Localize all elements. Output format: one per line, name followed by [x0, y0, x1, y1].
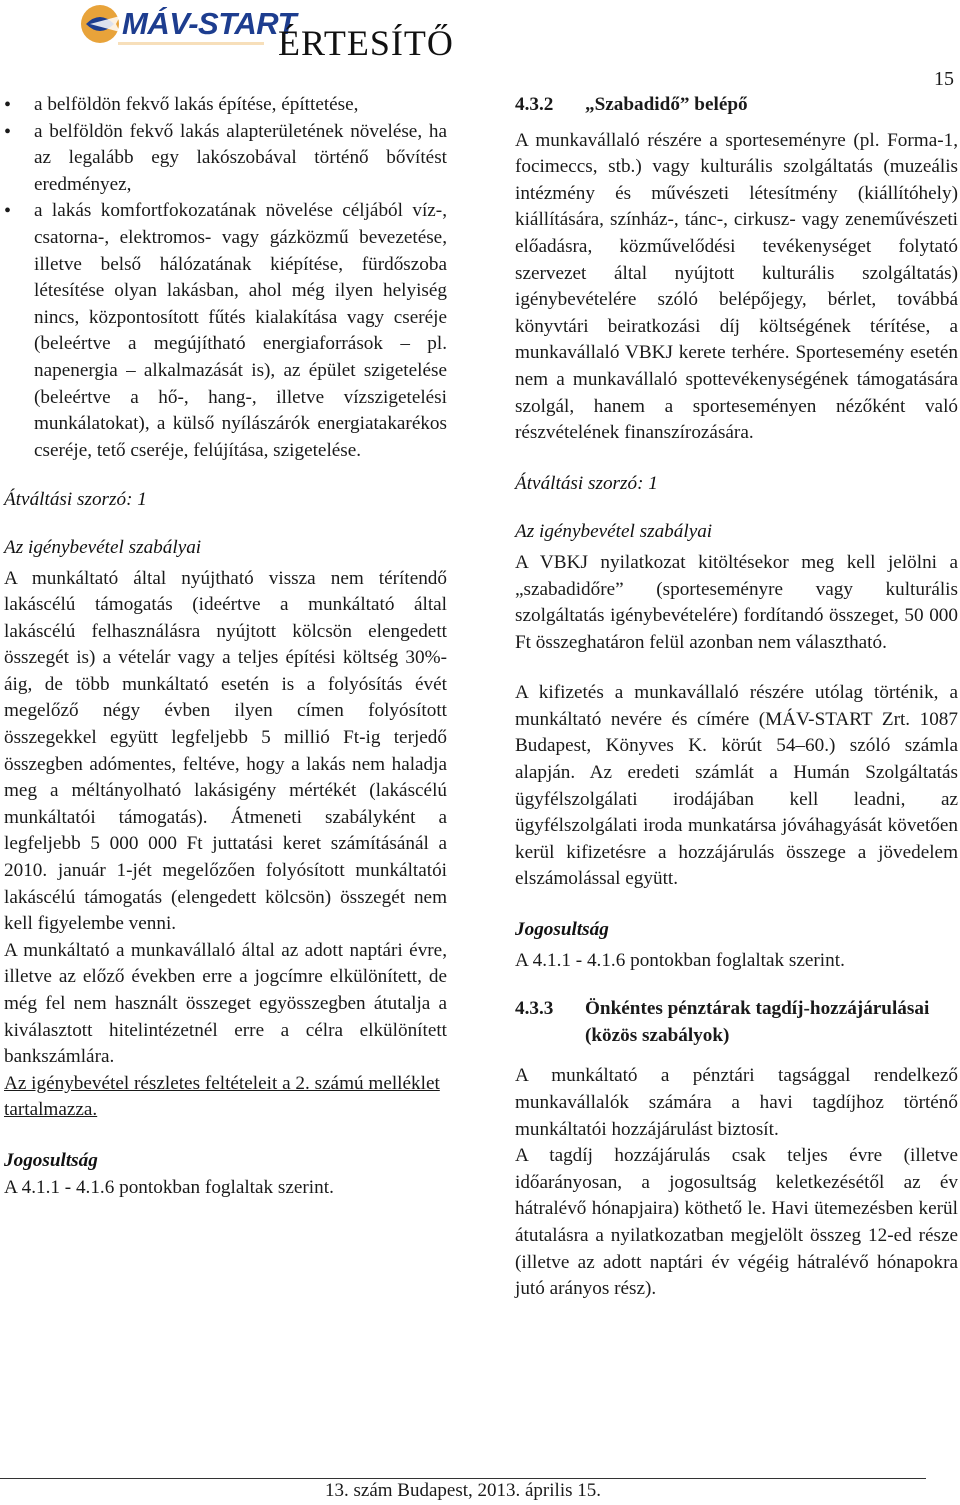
- section-heading: [515, 996, 958, 1049]
- section-heading: [515, 92, 958, 119]
- right-column: [515, 92, 958, 1303]
- paragraph: A kifizetés a munkavállaló részére utólag történik, a munkáltató nevére és címére (MÁV-START Zrt. 1087 Budapest, Könyves K. körút 54–60.) szóló számla alapján. Az eredeti számlát a Humán Szolgáltatás ügyfélszolgálati irodájában kell leadni, az ügyfélszolgálati iroda munkatársa jóváhagyását követően kerül kifizetésre a hozzájárulás összege a jövedelem elszámolással együtt.: [515, 682, 958, 890]
- paragraph: A 4.1.1 - 4.1.6 pontokban foglaltak szerint.: [515, 949, 845, 971]
- usage-rules-heading: Az igénybevétel szabályai: [4, 536, 202, 558]
- paragraph: A tagdíj hozzájárulás csak teljes évre (illetve időarányosan, a jogosultság keletkezésétől az év hátralévő hónapjaira) köthető le. Havi ütemezésben kerül átutalásra a nyilatkozatban megjelölt összeg 12-ed része (illetve az adott naptári év végéig hátralévő hónapokra jutó arányos rész).: [515, 1145, 958, 1300]
- bullet-text: a lakás komfortfokozatának növelése céljából víz-, csatorna-, elektromos- vagy gázközmű bevezetése, illetve belső hálózatának kiépítése, fürdőszoba létesítése olyan lakásban, ahol még ilyen helyiség nincs, központosított fűtés kialakítása vagy cseréje (beleértve a megújítható energiaforrások – pl. napenergia – alkalmazását is), az épület szigetelése (beleértve a hő-, hang-, illetve vízszigetelési munkálatokat), a külső nyílászárók energiatakarékos cseréje, tető cseréje, felújítása, szigetelése.: [34, 200, 447, 461]
- footer-issue-date: 13. szám Budapest, 2013. április 15.: [325, 1480, 601, 1501]
- bullet-text: a belföldön fekvő lakás építése, építtetése,: [34, 94, 359, 115]
- eligibility-heading: Jogosultság: [4, 1149, 98, 1171]
- newsletter-title: ÉRTESÍTŐ: [278, 23, 454, 63]
- list-item: [4, 119, 447, 199]
- eligibility-heading: Jogosultság: [515, 919, 609, 941]
- usage-rules-heading: Az igénybevétel szabályai: [515, 521, 713, 543]
- bullet-icon: •: [4, 200, 12, 223]
- conversion-factor: Átváltási szorzó: 1: [515, 472, 658, 494]
- bullet-icon: •: [4, 120, 12, 143]
- section-number: 4.3.2: [515, 94, 554, 115]
- annex-note: Az igénybevétel részletes feltételeit a 2. számú melléklet tartalmazza.: [4, 1072, 440, 1121]
- footer-divider: [0, 1478, 926, 1479]
- bullet-list: [4, 92, 447, 464]
- paragraph: A VBKJ nyilatkozat kitöltésekor meg kell jelölni a „szabadidőre” (sporteseményre vagy kulturális szolgáltatás igénybevételére) fordítandó összeget, 50 000 Ft összeghatáron felül azonban nem választható.: [515, 551, 958, 653]
- section-title: „Szabadidő” belépő: [585, 94, 748, 115]
- section-number: 4.3.3: [515, 998, 554, 1020]
- section-title: Önkéntes pénztárak tagdíj-hozzájárulásai (közös szabályok): [585, 998, 930, 1046]
- page-number: 15: [934, 68, 954, 90]
- paragraph: A munkáltató a pénztári tagsággal rendelkező munkavállalók számára a havi tagdíjhoz történő munkáltatói hozzájárulást biztosít.: [515, 1065, 958, 1140]
- paragraph: A munkáltató által nyújtható vissza nem térítendő lakáscélú támogatás (ideértve a munkáltató által lakáscélú felhasználásra nyújtott kölcsön elengedett összegét is) a vételár vagy a teljes építési költség 30%-áig, de több munkáltató esetén is a folyósítás évét megelőző négy évben ilyen címen folyósított összegekkel együtt legfeljebb 5 millió Ft-ig terjedő összegben adómentes, feltéve, hogy a lakás nem haladja meg a méltányolható lakásigény mértékét (lakáscélú munkáltatói támogatás). Átmeneti szabályként a legfeljebb 5 000 000 Ft juttatási keret számításánál a 2010. január 1-jét megelőzően folyósított munkáltatói lakáscélú támogatás (elengedett kölcsön) összegét nem kell figyelembe venni.: [4, 567, 447, 935]
- left-column: [4, 92, 447, 1201]
- brand-name: MÁV-START: [122, 6, 297, 41]
- paragraph: A munkáltató a munkavállaló által az adott naptári évre, illetve az előző években erre a jogcímre elkülönített, de még fel nem használt összeget egyösszegben átutalja a kiválasztott hitelintézetnél erre a célra elkülönített bankszámlára.: [4, 939, 447, 1068]
- page-header: [0, 0, 960, 70]
- conversion-factor: Átváltási szorzó: 1: [4, 489, 147, 511]
- paragraph: A munkavállaló részére a sporteseményre (pl. Forma-1, focimeccs, stb.) vagy kulturális szolgáltatás (muzeális intézmény és művészeti létesítmény (kiállítóhely) kiállítására, színház-, tánc-, cirkusz- vagy zeneművészeti előadásra, közművelődési tevékenységet folytató szervezet által nyújtott kulturális szolgáltatás) igénybevételére szóló belépőjegy, bérlet, továbbá könyvtári beiratkozási díj költségének térítése, a munkavállaló VBKJ kerete terhére. Sportesemény esetén nem a munkavállaló spottevékenységének támogatására szolgál, hanem a sporteseményen nézőként való részvételének finanszírozására.: [515, 129, 958, 444]
- bullet-text: a belföldön fekvő lakás alapterületének növelése, ha az legalább egy lakószobával történő bővítést eredményez,: [34, 120, 447, 195]
- paragraph: A 4.1.1 - 4.1.6 pontokban foglaltak szerint.: [4, 1176, 334, 1198]
- bullet-icon: •: [4, 94, 12, 116]
- list-item: [4, 198, 447, 464]
- list-item: [4, 92, 447, 119]
